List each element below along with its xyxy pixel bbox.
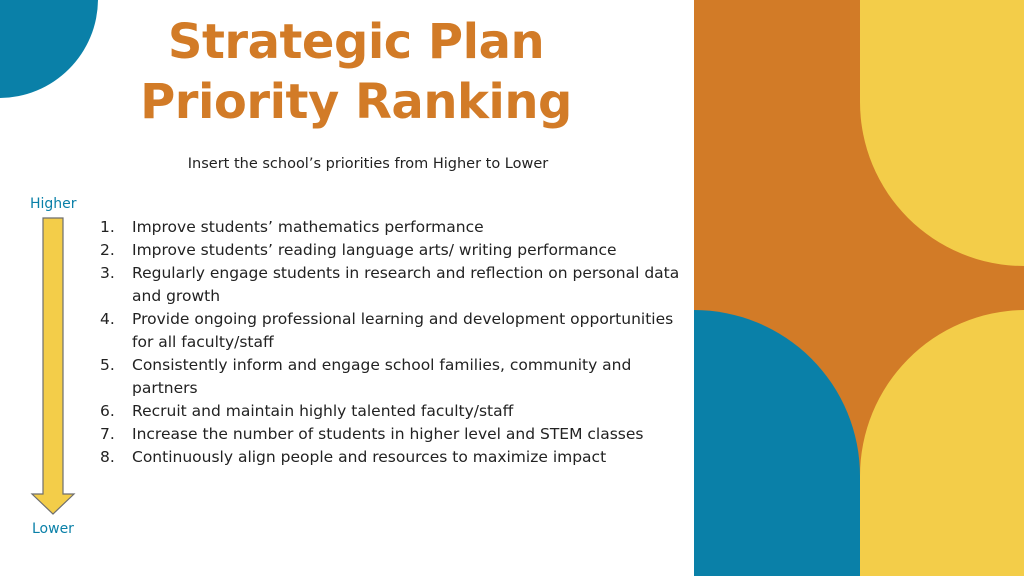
priority-number: 4. — [100, 310, 115, 328]
scale-top-label: Higher — [30, 196, 77, 212]
priority-item-3 — [100, 262, 690, 308]
priority-text: Consistently inform and engage school families, community and partners — [132, 356, 632, 397]
priority-list — [100, 216, 690, 469]
decorative-shapes-panel — [694, 0, 1024, 576]
page-title — [100, 12, 612, 132]
priority-text: Regularly engage students in research and reflection on personal data and growth — [132, 264, 680, 305]
priority-item-4 — [100, 308, 690, 354]
corner-decoration-circle — [0, 0, 98, 98]
priority-number: 8. — [100, 448, 115, 466]
priority-item-6 — [100, 400, 690, 423]
down-arrow-icon — [30, 216, 78, 516]
instructions-text: Insert the school’s priorities from Higher to Lower — [187, 156, 549, 172]
priority-number: 1. — [100, 218, 115, 236]
priority-number: 6. — [100, 402, 115, 420]
priority-text: Increase the number of students in higher level and STEM classes — [132, 425, 644, 443]
title-line-2: Priority Ranking — [140, 74, 572, 130]
priority-number: 7. — [100, 425, 115, 443]
scale-bottom-label: Lower — [32, 521, 74, 537]
priority-item-2 — [100, 239, 690, 262]
priority-text: Provide ongoing professional learning and development opportunities for all faculty/staff — [132, 310, 674, 351]
priority-text: Recruit and maintain highly talented faculty/staff — [132, 402, 514, 420]
priority-text: Continuously align people and resources to maximize impact — [132, 448, 607, 466]
priority-item-1 — [100, 216, 690, 239]
priority-item-5 — [100, 354, 690, 400]
priority-text: Improve students’ reading language arts/ writing performance — [132, 241, 617, 259]
priority-number: 5. — [100, 356, 115, 374]
priority-number: 2. — [100, 241, 115, 259]
priority-text: Improve students’ mathematics performance — [132, 218, 484, 236]
priority-number: 3. — [100, 264, 115, 282]
priority-item-8 — [100, 446, 690, 469]
title-line-1: Strategic Plan — [167, 14, 545, 70]
priority-item-7 — [100, 423, 690, 446]
